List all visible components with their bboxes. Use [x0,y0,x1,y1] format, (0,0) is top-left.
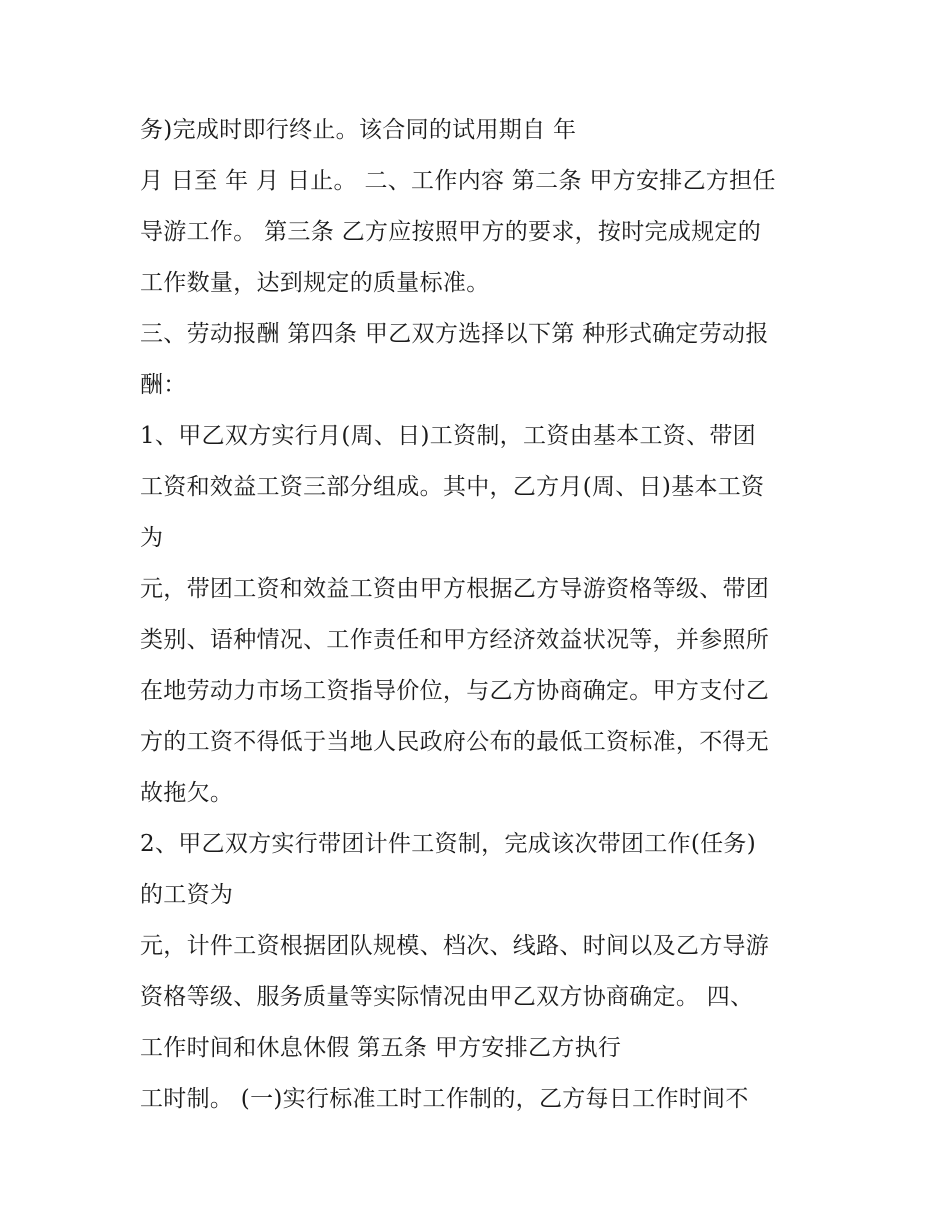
text-line: 月 日至 年 月 日止。 二、工作内容 第二条 甲方安排乙方担任 [140,168,776,194]
text-line: 工时制。 (一)实行标准工时工作制的，乙方每日工作时间不 [140,1086,749,1112]
text-line: 三、劳动报酬 第四条 甲乙双方选择以下第 种形式确定劳动报 [140,321,769,347]
text-line: 资格等级、服务质量等实际情况由甲乙双方协商确定。 四、 [140,984,754,1010]
text-line: 元，计件工资根据团队规模、档次、线路、时间以及乙方导游 [140,933,770,959]
text-line: 工作时间和休息休假 第五条 甲方安排乙方执行 [140,1035,622,1061]
text-line: 2、甲乙双方实行带团计件工资制，完成该次带团工作(任务) [140,831,756,857]
text-line: 元，带团工资和效益工资由甲方根据乙方导游资格等级、带团 [140,576,770,602]
text-line: 方的工资不得低于当地人民政府公布的最低工资标准，不得无 [140,729,770,755]
text-line: 导游工作。 第三条 乙方应按照甲方的要求，按时完成规定的 [140,219,762,245]
contract-text [140,108,830,1128]
text-line: 类别、语种情况、工作责任和甲方经济效益状况等，并参照所 [140,627,770,653]
text-line: 的工资为 [140,882,234,908]
text-line: 工资和效益工资三部分组成。其中，乙方月(周、日)基本工资 [140,474,765,500]
text-line: 务)完成时即行终止。该合同的试用期自 年 [140,117,577,143]
text-line: 为 [140,525,164,551]
text-line: 在地劳动力市场工资指导价位，与乙方协商确定。甲方支付乙 [140,678,770,704]
text-line: 工作数量，达到规定的质量标准。 [140,270,490,296]
text-line: 酬： [140,372,187,398]
text-line: 1、甲乙双方实行月(周、日)工资制，工资由基本工资、带团 [140,423,756,449]
text-line: 故拖欠。 [140,780,234,806]
